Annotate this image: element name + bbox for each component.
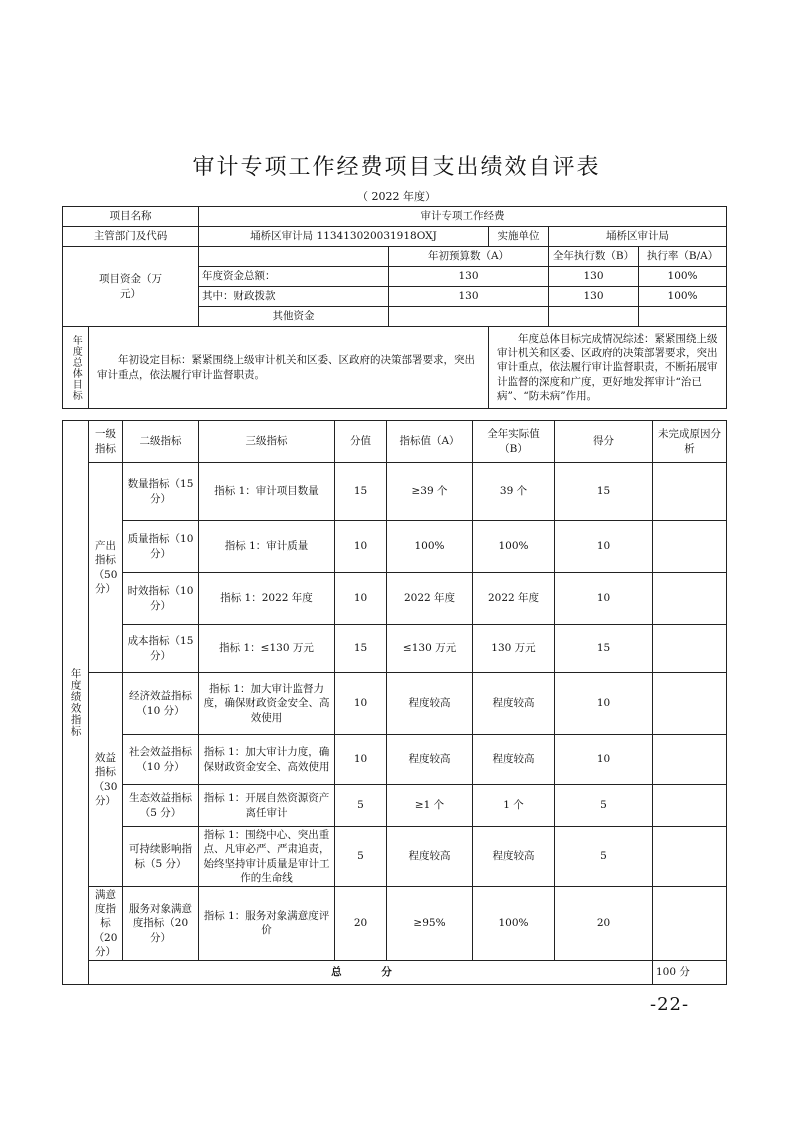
l2-cell: 质量指标（10 分） bbox=[123, 521, 199, 573]
l3-cell: 指标 1：审计项目数量 bbox=[199, 463, 335, 521]
l3-cell: 指标 1：加大审计监督力度，确保财政资金安全、高效使用 bbox=[199, 673, 335, 735]
total-value: 100 分 bbox=[653, 960, 727, 984]
score-cell: 15 bbox=[335, 625, 387, 673]
indicators-table bbox=[62, 420, 727, 985]
score-cell: 10 bbox=[335, 673, 387, 735]
fund-row-b: 130 bbox=[549, 287, 639, 307]
l3-cell: 指标 1：服务对象满意度评价 bbox=[199, 887, 335, 961]
actual-cell: 程度较高 bbox=[473, 735, 555, 785]
impl-value: 埇桥区审计局 bbox=[549, 227, 727, 247]
actual-cell: 100% bbox=[473, 521, 555, 573]
target-cell: ≥1 个 bbox=[387, 785, 473, 827]
score-cell: 15 bbox=[335, 463, 387, 521]
header-l2: 二级指标 bbox=[123, 421, 199, 463]
funds-header-blank bbox=[199, 247, 389, 267]
impl-label: 实施单位 bbox=[489, 227, 549, 247]
actual-cell: 程度较高 bbox=[473, 673, 555, 735]
reason-cell bbox=[653, 735, 727, 785]
fund-row-b bbox=[549, 307, 639, 327]
l3-cell: 指标 1：围绕中心、突出重点、凡审必严、严肃追责，始终坚持审计质量是审计工作的生命线 bbox=[199, 827, 335, 887]
target-cell: 2022 年度 bbox=[387, 573, 473, 625]
group-label-satisfaction: 满意度指标（20分） bbox=[89, 887, 123, 961]
page-title: 审计专项工作经费项目支出绩效自评表 bbox=[192, 155, 601, 180]
target-cell: 100% bbox=[387, 521, 473, 573]
got-cell: 10 bbox=[555, 573, 653, 625]
col-rate-header: 执行率（B/A） bbox=[639, 247, 727, 267]
dept-label: 主管部门及代码 bbox=[63, 227, 199, 247]
fund-row-rate: 100% bbox=[639, 267, 727, 287]
score-cell: 20 bbox=[335, 887, 387, 961]
l3-cell: 指标 1：2022 年度 bbox=[199, 573, 335, 625]
got-cell: 5 bbox=[555, 827, 653, 887]
l2-cell: 经济效益指标（10 分） bbox=[123, 673, 199, 735]
got-cell: 10 bbox=[555, 735, 653, 785]
fund-row-a: 130 bbox=[389, 287, 549, 307]
reason-cell bbox=[653, 463, 727, 521]
header-reason: 未完成原因分析 bbox=[653, 421, 727, 463]
score-cell: 10 bbox=[335, 521, 387, 573]
l2-cell: 时效指标（10 分） bbox=[123, 573, 199, 625]
got-cell: 10 bbox=[555, 521, 653, 573]
l2-cell: 社会效益指标（10 分） bbox=[123, 735, 199, 785]
reason-cell bbox=[653, 673, 727, 735]
reason-cell bbox=[653, 827, 727, 887]
header-got: 得分 bbox=[555, 421, 653, 463]
header-score: 分值 bbox=[335, 421, 387, 463]
fund-row-label: 其中：财政拨款 bbox=[199, 287, 389, 307]
group-label-benefit: 效益指标（30分） bbox=[89, 673, 123, 887]
goals-completion: 年度总体目标完成情况综述：紧紧围绕上级审计机关和区委、区政府的决策部署要求，突出审计重点，依法履行审计监督职责，不断拓展审计监督的深度和广度，更好地发挥审计“治已病”、“防未病”作用。 bbox=[489, 327, 727, 409]
l3-cell: 指标 1：开展自然资源资产离任审计 bbox=[199, 785, 335, 827]
l3-cell: 指标 1：≤130 万元 bbox=[199, 625, 335, 673]
fund-row-rate: 100% bbox=[639, 287, 727, 307]
header-target: 指标值（A） bbox=[387, 421, 473, 463]
header-l3: 三级指标 bbox=[199, 421, 335, 463]
funds-label: 项目资金（万元） bbox=[63, 247, 199, 327]
got-cell: 5 bbox=[555, 785, 653, 827]
reason-cell bbox=[653, 887, 727, 961]
project-info-table bbox=[62, 206, 727, 409]
total-label: 总 分 bbox=[89, 960, 653, 984]
got-cell: 15 bbox=[555, 463, 653, 521]
target-cell: 程度较高 bbox=[387, 673, 473, 735]
fund-row-label: 其他资金 bbox=[199, 307, 389, 327]
fund-row-label: 年度资金总额： bbox=[199, 267, 389, 287]
actual-cell: 130 万元 bbox=[473, 625, 555, 673]
score-cell: 5 bbox=[335, 785, 387, 827]
header-l1: 一级指标 bbox=[89, 421, 123, 463]
goals-label: 年度总体目标 bbox=[63, 327, 89, 409]
actual-cell: 1 个 bbox=[473, 785, 555, 827]
actual-cell: 39 个 bbox=[473, 463, 555, 521]
score-cell: 10 bbox=[335, 573, 387, 625]
col-a-header: 年初预算数（A） bbox=[389, 247, 549, 267]
l2-cell: 可持续影响指标（5 分） bbox=[123, 827, 199, 887]
fund-row-a bbox=[389, 307, 549, 327]
l2-cell: 数量指标（15 分） bbox=[123, 463, 199, 521]
year-subtitle: （ 2022 年度） bbox=[357, 190, 436, 203]
got-cell: 20 bbox=[555, 887, 653, 961]
l3-cell: 指标 1：加大审计力度，确保财政资金安全、高效使用 bbox=[199, 735, 335, 785]
target-cell: 程度较高 bbox=[387, 735, 473, 785]
reason-cell bbox=[653, 521, 727, 573]
l2-cell: 服务对象满意度指标（20 分） bbox=[123, 887, 199, 961]
target-cell: ≥39 个 bbox=[387, 463, 473, 521]
goals-initial: 年初设定目标：紧紧围绕上级审计机关和区委、区政府的决策部署要求，突出审计重点，依法履行审计监督职责。 bbox=[89, 327, 489, 409]
fund-row-b: 130 bbox=[549, 267, 639, 287]
target-cell: 程度较高 bbox=[387, 827, 473, 887]
l3-cell: 指标 1：审计质量 bbox=[199, 521, 335, 573]
l2-cell: 成本指标（15 分） bbox=[123, 625, 199, 673]
project-name-value: 审计专项工作经费 bbox=[199, 207, 727, 227]
target-cell: ≥95% bbox=[387, 887, 473, 961]
target-cell: ≤130 万元 bbox=[387, 625, 473, 673]
actual-cell: 100% bbox=[473, 887, 555, 961]
got-cell: 15 bbox=[555, 625, 653, 673]
dept-value: 埇桥区审计局 113413020031918OXJ bbox=[199, 227, 489, 247]
score-cell: 5 bbox=[335, 827, 387, 887]
col-b-header: 全年执行数（B） bbox=[549, 247, 639, 267]
group-label-output: 产出指标（50分） bbox=[89, 463, 123, 673]
page-number: -22- bbox=[650, 994, 690, 1015]
reason-cell bbox=[653, 785, 727, 827]
got-cell: 10 bbox=[555, 673, 653, 735]
l2-cell: 生态效益指标（5 分） bbox=[123, 785, 199, 827]
fund-row-a: 130 bbox=[389, 267, 549, 287]
indicators-section-label: 年度绩效指标 bbox=[63, 421, 89, 985]
score-cell: 10 bbox=[335, 735, 387, 785]
actual-cell: 2022 年度 bbox=[473, 573, 555, 625]
project-name-label: 项目名称 bbox=[63, 207, 199, 227]
reason-cell bbox=[653, 573, 727, 625]
reason-cell bbox=[653, 625, 727, 673]
header-actual: 全年实际值（B） bbox=[473, 421, 555, 463]
fund-row-rate bbox=[639, 307, 727, 327]
actual-cell: 程度较高 bbox=[473, 827, 555, 887]
